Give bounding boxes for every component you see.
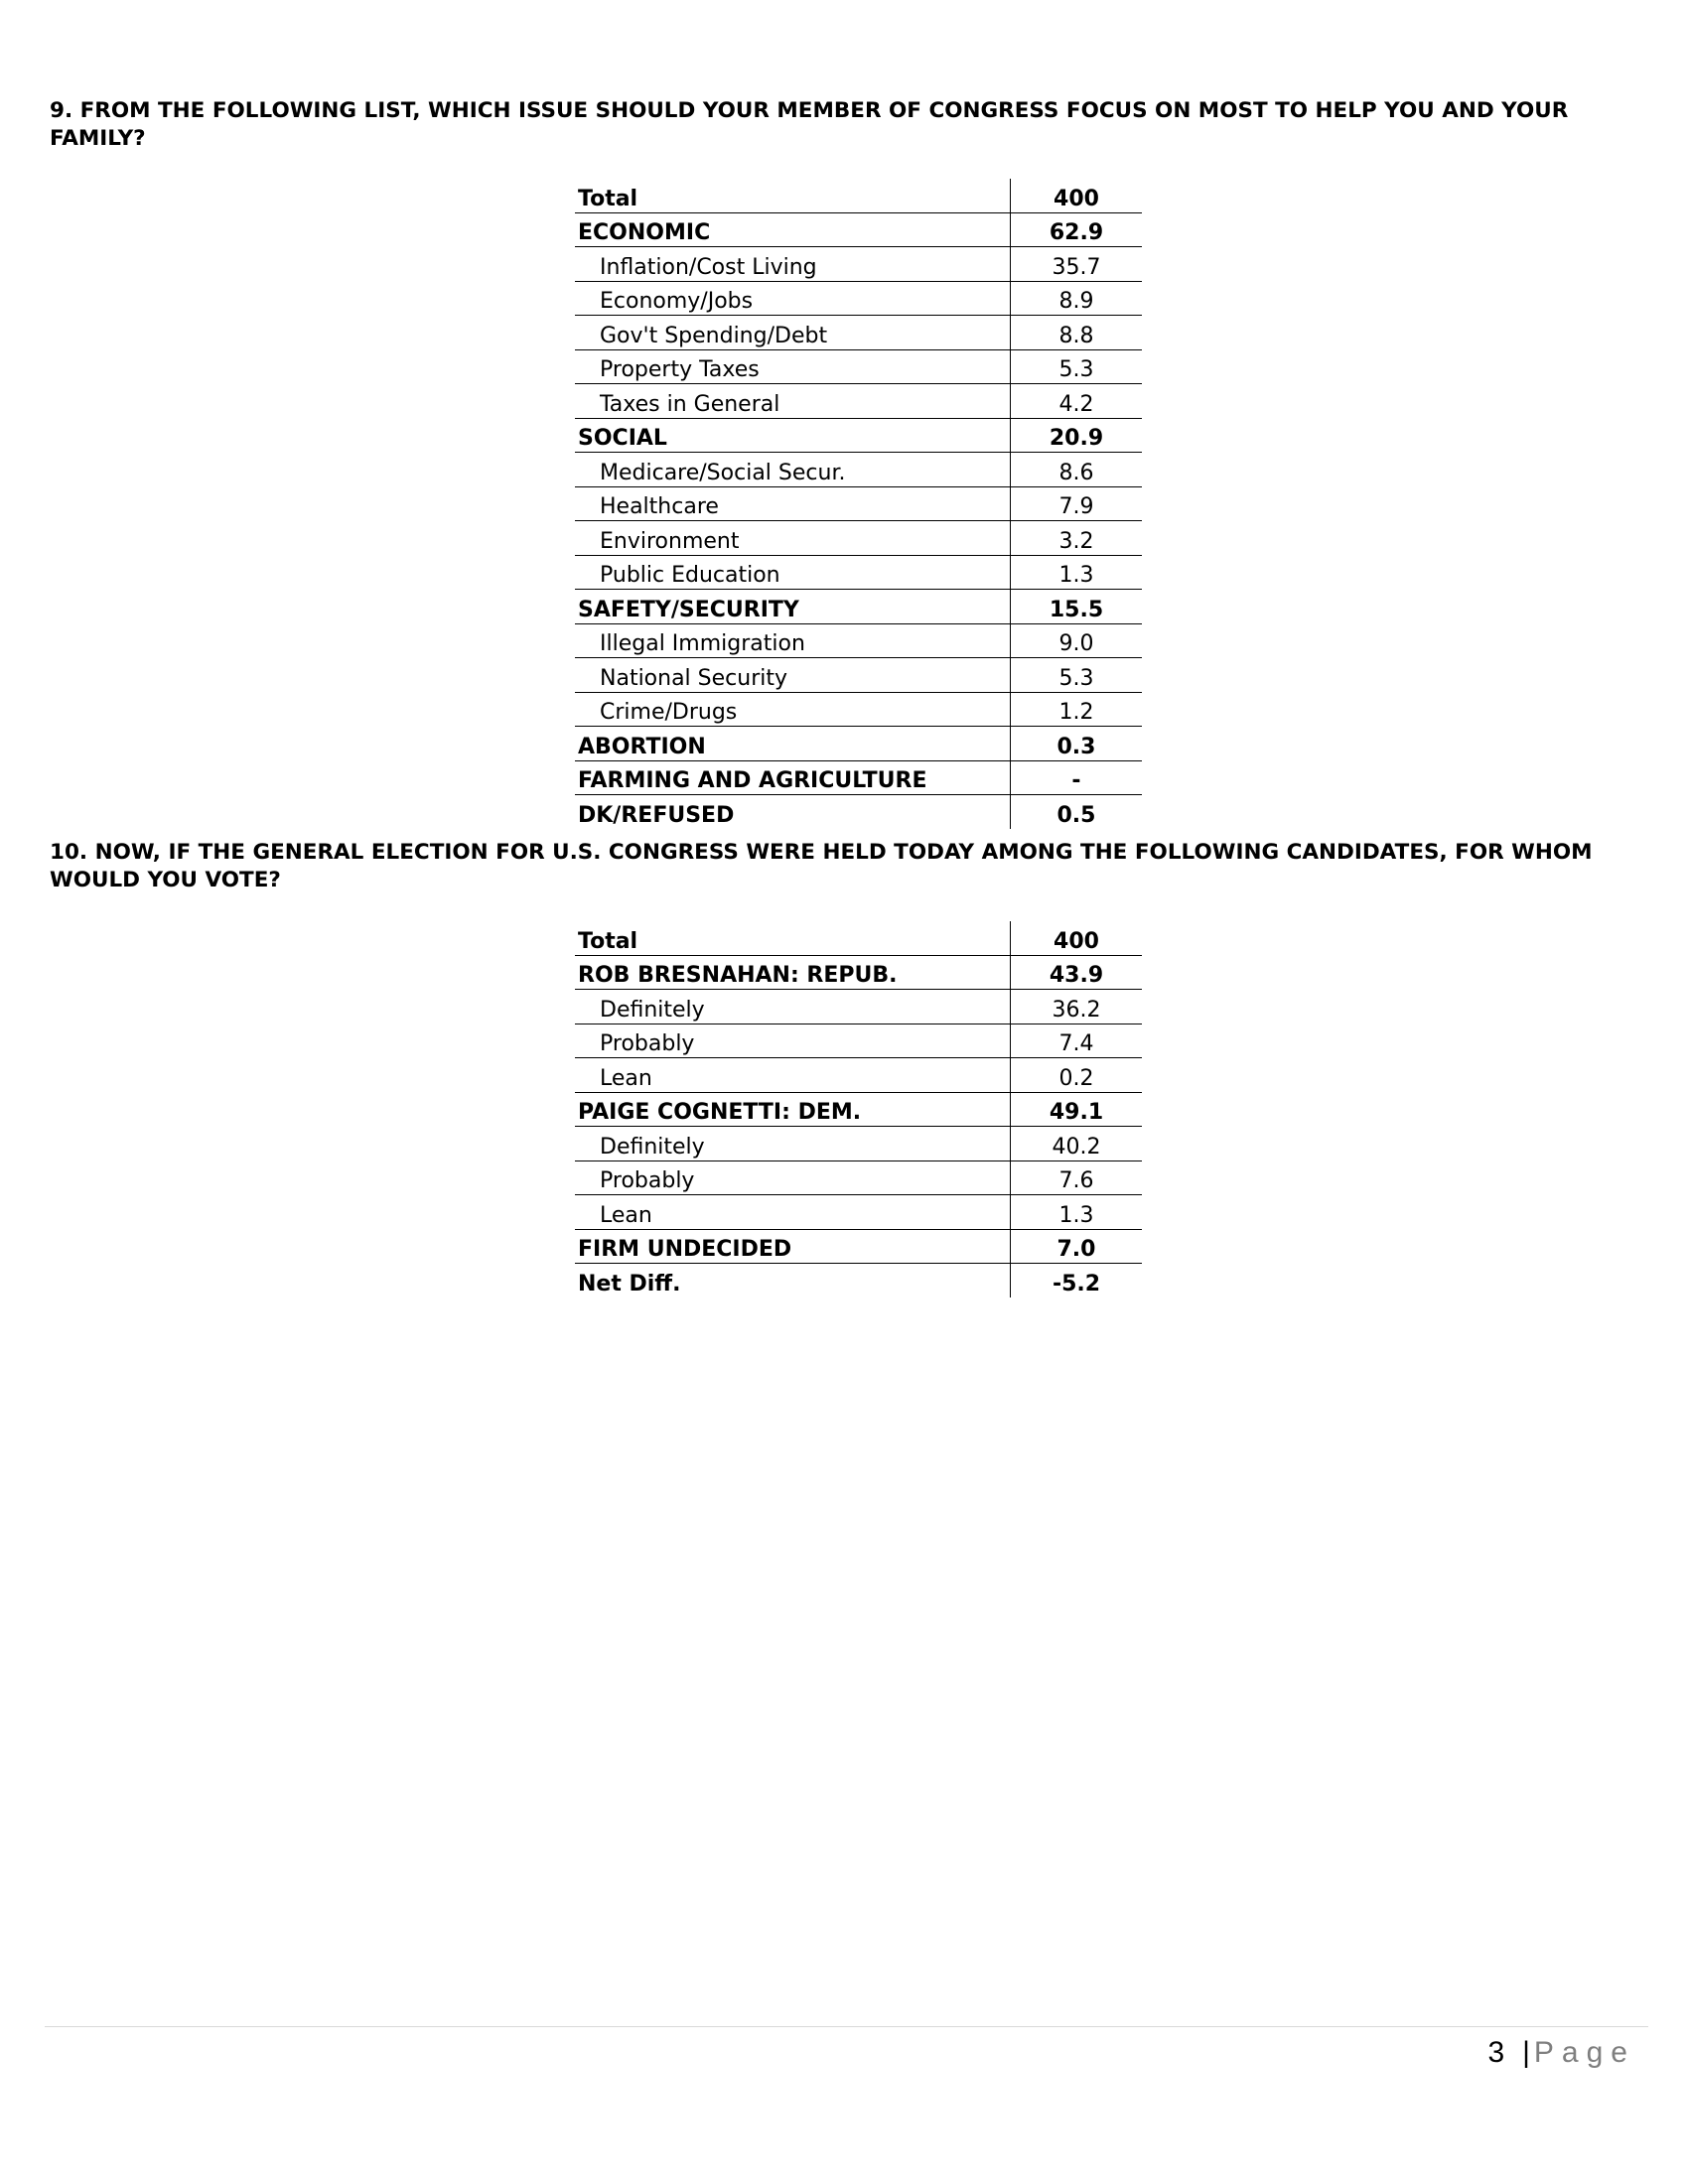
table-row — [575, 521, 1142, 556]
page-number: 3 — [1487, 2036, 1505, 2069]
row-label: Total — [575, 921, 1011, 955]
table-row — [575, 795, 1142, 829]
row-label: DK/REFUSED — [578, 802, 735, 828]
row-label: ABORTION — [575, 727, 1011, 761]
row-value: 0.5 — [1011, 795, 1143, 829]
row-value: 7.0 — [1011, 1229, 1143, 1264]
row-value: 3.2 — [1011, 521, 1143, 556]
row-label: Healthcare — [575, 486, 1011, 521]
table-row — [575, 955, 1142, 990]
row-label: Probably — [575, 1160, 1011, 1195]
row-value: 7.4 — [1011, 1024, 1143, 1058]
row-label: Taxes in General — [575, 384, 1011, 419]
row-label: Illegal Immigration — [575, 623, 1011, 658]
table-row — [575, 760, 1142, 795]
row-value: 1.3 — [1011, 1195, 1143, 1230]
row-label: FARMING AND AGRICULTURE — [575, 760, 1011, 795]
row-value: 1.3 — [1011, 555, 1143, 590]
row-label: Net Diff. — [578, 1271, 681, 1297]
table-row — [575, 727, 1142, 761]
row-label: Economy/Jobs — [575, 281, 1011, 316]
row-label: ECONOMIC — [575, 212, 1011, 247]
table-row — [575, 1195, 1142, 1230]
row-value: 5.3 — [1011, 349, 1143, 384]
row-label: Lean — [575, 1058, 1011, 1093]
row-label: Public Education — [575, 555, 1011, 590]
row-value: 7.9 — [1011, 486, 1143, 521]
q10-results-table — [575, 921, 1142, 1297]
row-label: Total — [575, 179, 1011, 212]
row-value: 49.1 — [1011, 1092, 1143, 1127]
table-row — [575, 418, 1142, 453]
table-row — [575, 281, 1142, 316]
row-value: 35.7 — [1011, 247, 1143, 282]
row-value: 9.0 — [1011, 623, 1143, 658]
row-value: - — [1011, 760, 1143, 795]
row-value: 8.6 — [1011, 453, 1143, 487]
row-value: 43.9 — [1011, 955, 1143, 990]
table-row — [575, 384, 1142, 419]
table-row — [575, 247, 1142, 282]
table-row — [575, 316, 1142, 350]
row-label: Property Taxes — [575, 349, 1011, 384]
page-separator: | — [1522, 2036, 1530, 2069]
row-value: 40.2 — [1011, 1127, 1143, 1161]
row-value: 8.8 — [1011, 316, 1143, 350]
row-label: SOCIAL — [575, 418, 1011, 453]
question-9-text: 9. FROM THE FOLLOWING LIST, WHICH ISSUE SHOULD YOUR MEMBER OF CONGRESS FOCUS ON MOST TO HELP YOU AND YOUR FAMILY? — [50, 98, 1569, 151]
row-value: 62.9 — [1011, 212, 1143, 247]
table-row — [575, 1229, 1142, 1264]
row-label: National Security — [575, 658, 1011, 693]
row-label: Gov't Spending/Debt — [575, 316, 1011, 350]
page-number-footer — [1487, 2035, 1635, 2071]
table-row — [575, 590, 1142, 624]
table-row — [575, 658, 1142, 693]
table-row — [575, 1092, 1142, 1127]
row-label: Environment — [575, 521, 1011, 556]
page-word: Page — [1533, 2036, 1635, 2069]
table-row — [575, 1264, 1142, 1297]
row-value: 400 — [1011, 921, 1143, 955]
row-label: Medicare/Social Secur. — [575, 453, 1011, 487]
row-value: 400 — [1011, 179, 1143, 212]
table-row — [575, 692, 1142, 727]
row-label: Lean — [575, 1195, 1011, 1230]
row-value: 8.9 — [1011, 281, 1143, 316]
row-label: Probably — [575, 1024, 1011, 1058]
table-row — [575, 349, 1142, 384]
table-row — [575, 1024, 1142, 1058]
footer-divider — [45, 2026, 1648, 2027]
table-row — [575, 486, 1142, 521]
table-row — [575, 1127, 1142, 1161]
row-label: PAIGE COGNETTI: DEM. — [575, 1092, 1011, 1127]
table-row — [575, 453, 1142, 487]
row-label: Definitely — [575, 990, 1011, 1024]
row-value: 15.5 — [1011, 590, 1143, 624]
table-row — [575, 212, 1142, 247]
q9-results-table — [575, 179, 1142, 829]
table-row — [575, 1058, 1142, 1093]
row-value: -5.2 — [1011, 1264, 1143, 1297]
table-row — [575, 555, 1142, 590]
table-row — [575, 179, 1142, 212]
row-label: FIRM UNDECIDED — [575, 1229, 1011, 1264]
row-label: Definitely — [575, 1127, 1011, 1161]
question-10-text: 10. NOW, IF THE GENERAL ELECTION FOR U.S. CONGRESS WERE HELD TODAY AMONG THE FOLLOWING CANDIDATES, FOR WHOM WOULD YOU VOTE? — [50, 840, 1593, 892]
row-value: 0.3 — [1011, 727, 1143, 761]
row-value: 4.2 — [1011, 384, 1143, 419]
row-label: Crime/Drugs — [575, 692, 1011, 727]
row-value: 5.3 — [1011, 658, 1143, 693]
table-row — [575, 623, 1142, 658]
row-label: Inflation/Cost Living — [575, 247, 1011, 282]
table-row — [575, 990, 1142, 1024]
row-value: 7.6 — [1011, 1160, 1143, 1195]
row-value: 0.2 — [1011, 1058, 1143, 1093]
row-label: ROB BRESNAHAN: REPUB. — [575, 955, 1011, 990]
table-row — [575, 921, 1142, 955]
row-value: 1.2 — [1011, 692, 1143, 727]
table-row — [575, 1160, 1142, 1195]
row-value: 36.2 — [1011, 990, 1143, 1024]
row-value: 20.9 — [1011, 418, 1143, 453]
row-label: SAFETY/SECURITY — [575, 590, 1011, 624]
